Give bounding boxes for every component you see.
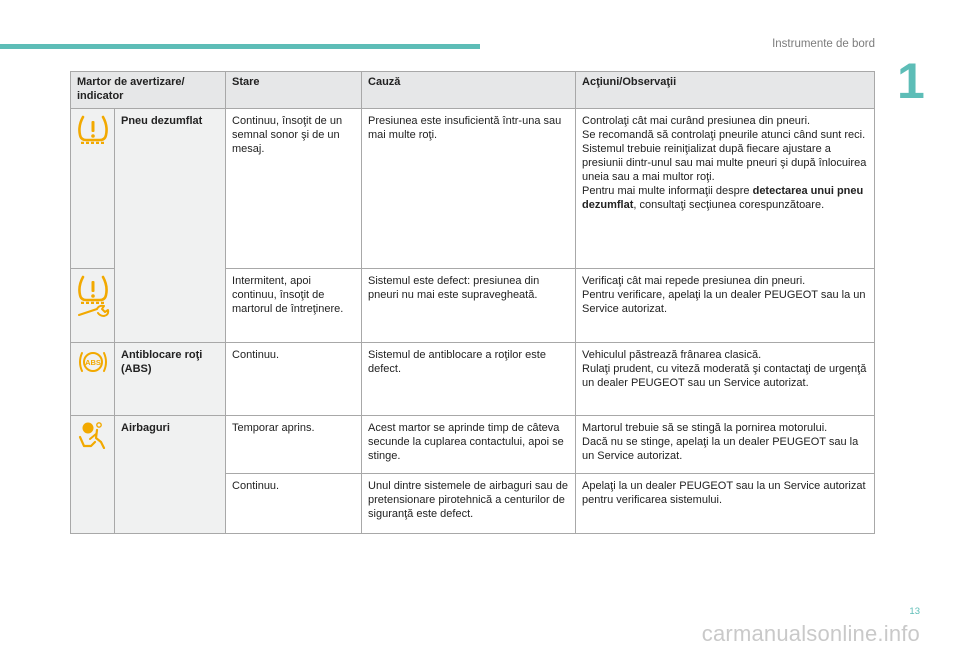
action-text: , consultaţi secţiunea corespunzătoare. [633,199,825,211]
section-title: Instrumente de bord [772,38,875,50]
column-header-indicator: Martor de avertizare/ indicator [71,72,226,109]
action-text: Martorul trebuie să se stingă la pornirea motorului. [582,422,828,434]
wrench-icon [77,304,108,318]
table-row [71,343,875,416]
cause-cell: Sistemul de antiblocare a roţilor este defect. [362,343,576,416]
actions-cell [576,269,875,343]
state-cell: Continuu. [226,343,362,416]
top-accent-bar [0,44,480,49]
actions-cell [576,474,875,534]
state-cell: Continuu. [226,474,362,534]
watermark-text: carmanualsonline.info [701,621,920,646]
column-header-cause: Cauză [362,72,576,109]
abs-warning-icon [77,348,108,376]
airbag-warning-icon [77,421,108,449]
cause-cell: Unul dintre sistemele de airbaguri sau de pretensionare pirotehnică a centurilor de siguranţă este defect. [362,474,576,534]
action-text: Apelaţi la un dealer PEUGEOT sau la un Service autorizat pentru verificarea sistemului. [582,480,866,506]
state-cell: Intermitent, apoi continuu, însoţit de martorul de întreţinere. [226,269,362,343]
actions-cell [576,343,875,416]
icon-cell [71,269,115,343]
page-number: 13 [909,606,920,617]
indicator-name-flat-tyre: Pneu dezumflat [115,109,226,343]
action-text: Pentru verificare, apelaţi la un dealer PEUGEOT sau la un Service autorizat. [582,289,866,315]
icon-cell [71,109,115,269]
state-cell: Temporar aprins. [226,416,362,474]
action-text: Pentru mai multe informaţii despre [582,185,750,197]
action-text: Dacă nu se stinge, apelaţi la un dealer PEUGEOT sau la un Service autorizat. [582,436,859,462]
actions-cell [576,109,875,269]
cause-cell: Acest martor se aprinde timp de câteva secunde la cuplarea contactului, apoi se stinge. [362,416,576,474]
action-text: Sistemul trebuie reiniţializat după fiecare ajustare a presiunii dintr-unul sau mai multe pneuri şi după înlocuirea uneia sau a mai multor roţi. [582,143,867,183]
cause-cell: Presiunea este insuficientă într-una sau mai multe roţi. [362,109,576,269]
state-cell: Continuu, însoţit de un semnal sonor şi de un mesaj. [226,109,362,269]
abs-icon-label: ABS [84,358,101,367]
action-text: Rulaţi prudent, cu viteză moderată şi contactaţi de urgenţă un dealer PEUGEOT sau un Service autorizat. [582,363,867,389]
action-text: Controlaţi cât mai curând presiunea din pneuri. [582,115,811,127]
table-header-row [71,72,875,109]
icon-cell [71,343,115,416]
tire-pressure-warning-icon [77,114,108,144]
indicator-name-airbags: Airbaguri [115,416,226,534]
table-row [71,109,875,269]
action-text: Verificaţi cât mai repede presiunea din pneuri. [582,275,806,287]
action-text: Vehiculul păstrează frânarea clasică. [582,349,762,361]
column-header-state: Stare [226,72,362,109]
table-row [71,416,875,474]
indicator-name-abs: Antiblocare roţi (ABS) [115,343,226,416]
action-bold-reference: detectarea unui pneu dezumflat [582,185,864,211]
action-text: Se recomandă să controlaţi pneurile atunci când sunt reci. [582,129,866,141]
chapter-number: 1 [897,53,925,109]
cause-cell: Sistemul este defect: presiunea din pneuri nu mai este supravegheată. [362,269,576,343]
actions-cell [576,416,875,474]
icon-cell [71,416,115,534]
column-header-actions: Acţiuni/Observaţii [576,72,875,109]
warning-lights-table [70,71,875,534]
tire-pressure-warning-with-wrench-icon [77,274,108,304]
